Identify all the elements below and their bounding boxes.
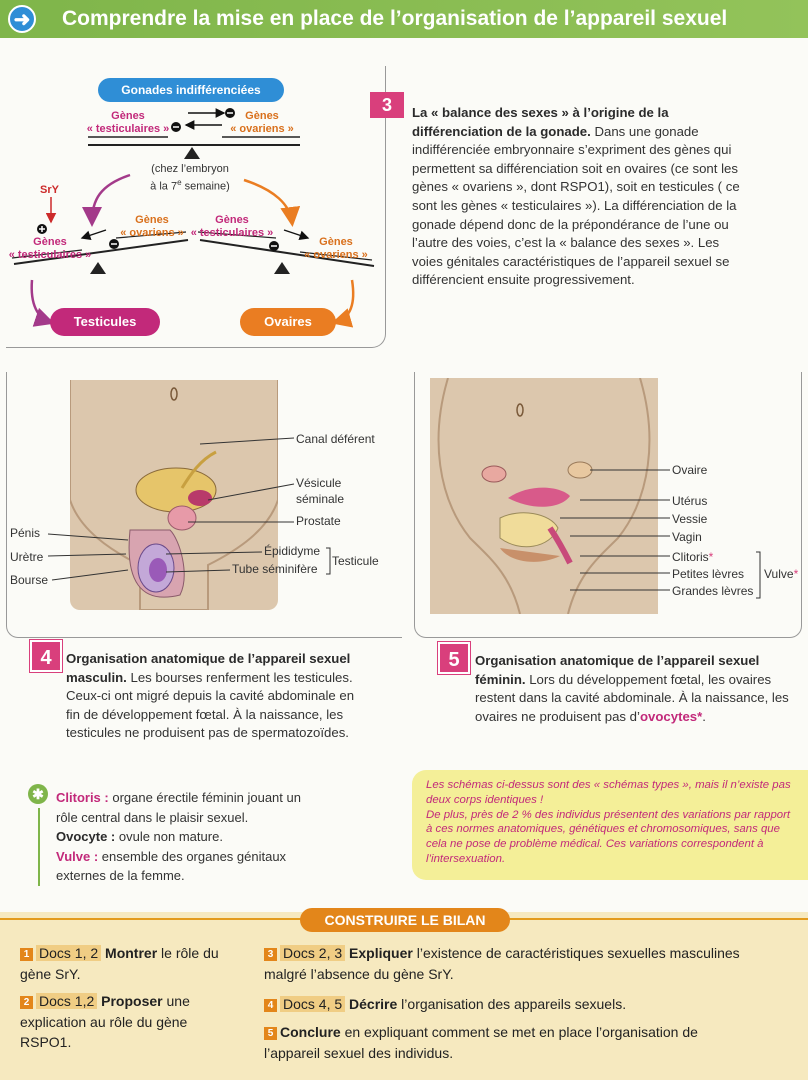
arrow-right-icon: ➜ (8, 5, 36, 33)
label-vesicule-seminale: Vésicule séminale (296, 476, 345, 506)
label-epididyme: Épididyme (264, 544, 321, 558)
genes-ovariens-right: Gènes « ovariens » (304, 236, 368, 261)
label-penis: Pénis (10, 526, 41, 540)
glossary-ovocyte: Ovocyte : ovule non mature. (56, 829, 223, 844)
doc5-number: 5 (438, 642, 470, 674)
genes-testiculaires-right: Gènes « testiculaires » (190, 214, 274, 239)
glossary (56, 788, 316, 886)
genes-testiculaires-top: Gènes « testiculaires » (86, 110, 170, 135)
doc5-description: Organisation anatomique de l’appareil sexuel féminin. Lors du développement fœtal, les ovaires restent dans la cavité abdominale. À la naissance, les ovaires ne produisent pas d’ovocytes*. (475, 653, 789, 724)
genes-ovariens-top: Gènes « ovariens » (230, 110, 294, 135)
label-ovaire: Ovaire (672, 463, 708, 477)
task-3: 3 Docs 2, 3 Expliquer l’existence de caractéristiques sexuelles masculines malgré l’absence du gène SrY. (264, 945, 740, 982)
label-prostate: Prostate (296, 514, 341, 528)
doc3-number: 3 (370, 92, 404, 118)
doc4-description: Organisation anatomique de l’appareil sexuel masculin. Les bourses renferment les testicules. Ceux-ci ont migré depuis la cavité abdominale en fin de développement fœtal. À la naissance, les testicules ne produisent pas de spermatozoïdes. (66, 651, 355, 741)
female-leader-lines (560, 460, 770, 600)
label-grandes-levres: Grandes lèvres (672, 584, 754, 598)
label-uretre: Urètre (10, 550, 44, 564)
doc4-number: 4 (30, 640, 62, 672)
label-tube-seminifere: Tube séminifère (232, 562, 318, 576)
task-5: 5 Conclure en expliquant comment se met en place l’organisation de l’appareil sexuel des individus. (264, 1024, 698, 1061)
label-vagin: Vagin (672, 530, 702, 544)
glossary-divider (38, 808, 40, 886)
page-title: Comprendre la mise en place de l’organisation de l’appareil sexuel (62, 7, 728, 30)
gonades-label: Gonades indifférenciées (98, 78, 284, 102)
task-4: 4 Docs 4, 5 Décrire l’organisation des appareils sexuels. (264, 994, 784, 1015)
bilan-title: CONSTRUIRE LE BILAN (300, 908, 510, 932)
label-uterus: Utérus (672, 494, 708, 508)
doc3-description: La « balance des sexes » à l’origine de la différenciation de la gonade. Dans une gonade indifférenciée embryonnaire s’expriment des gènes qui permettent sa différenciation soit en ovaires (ce sont les gènes « ovariens », dont RSPO1), soit en testicules ( ce sont les gènes « testiculaires »). La différenciation de la gonade dépend donc de la prépondérance de l’une ou l’autre des voies, c’est la « balance des sexes ». Les voies génitales caractéristiques de l’appareil sexuel se différencient ensuite progressivement. (412, 105, 740, 288)
label-vulve: Vulve* (764, 567, 799, 581)
ovaires-result: Ovaires (240, 308, 336, 336)
label-clitoris: Clitoris* (672, 550, 714, 564)
asterisk-icon: ✱ (28, 784, 48, 804)
label-canal-deferent: Canal déférent (296, 432, 375, 446)
task-1: 1 Docs 1, 2 Montrer le rôle du gène SrY. (20, 945, 219, 982)
embryo-note: (chez l’embryon à la 7e semaine) (150, 163, 230, 193)
male-leader-lines (0, 430, 400, 590)
intersex-note: Les schémas ci-dessus sont des « schémas types », mais il n’existe pas deux corps identiques ! De plus, près de 2 % des individus présentent des variations par rapport à ces normes anatomiques, génétiques et chromosomiques, sans que cela ne pose de problème médical. Ces variations correspondent à l’intersexuation. (412, 770, 808, 880)
label-bourse: Bourse (10, 573, 49, 587)
glossary-vulve: Vulve : ensemble des organes génitaux externes de la femme. (56, 848, 287, 883)
testicules-result: Testicules (50, 308, 160, 336)
genes-ovariens-left: Gènes « ovariens » (120, 214, 184, 239)
label-testicule: Testicule (332, 554, 379, 568)
sry-label: SrY (40, 184, 59, 196)
label-petites-levres: Petites lèvres (672, 567, 745, 581)
glossary-clitoris: Clitoris : organe érectile féminin jouant un rôle central dans le plaisir sexuel. (56, 790, 301, 825)
task-2: 2 Docs 1,2 Proposer une explication au rôle du gène RSPO1. (20, 993, 190, 1050)
label-vessie: Vessie (672, 512, 708, 526)
genes-testiculaires-left: Gènes « testiculaires » (8, 236, 92, 261)
